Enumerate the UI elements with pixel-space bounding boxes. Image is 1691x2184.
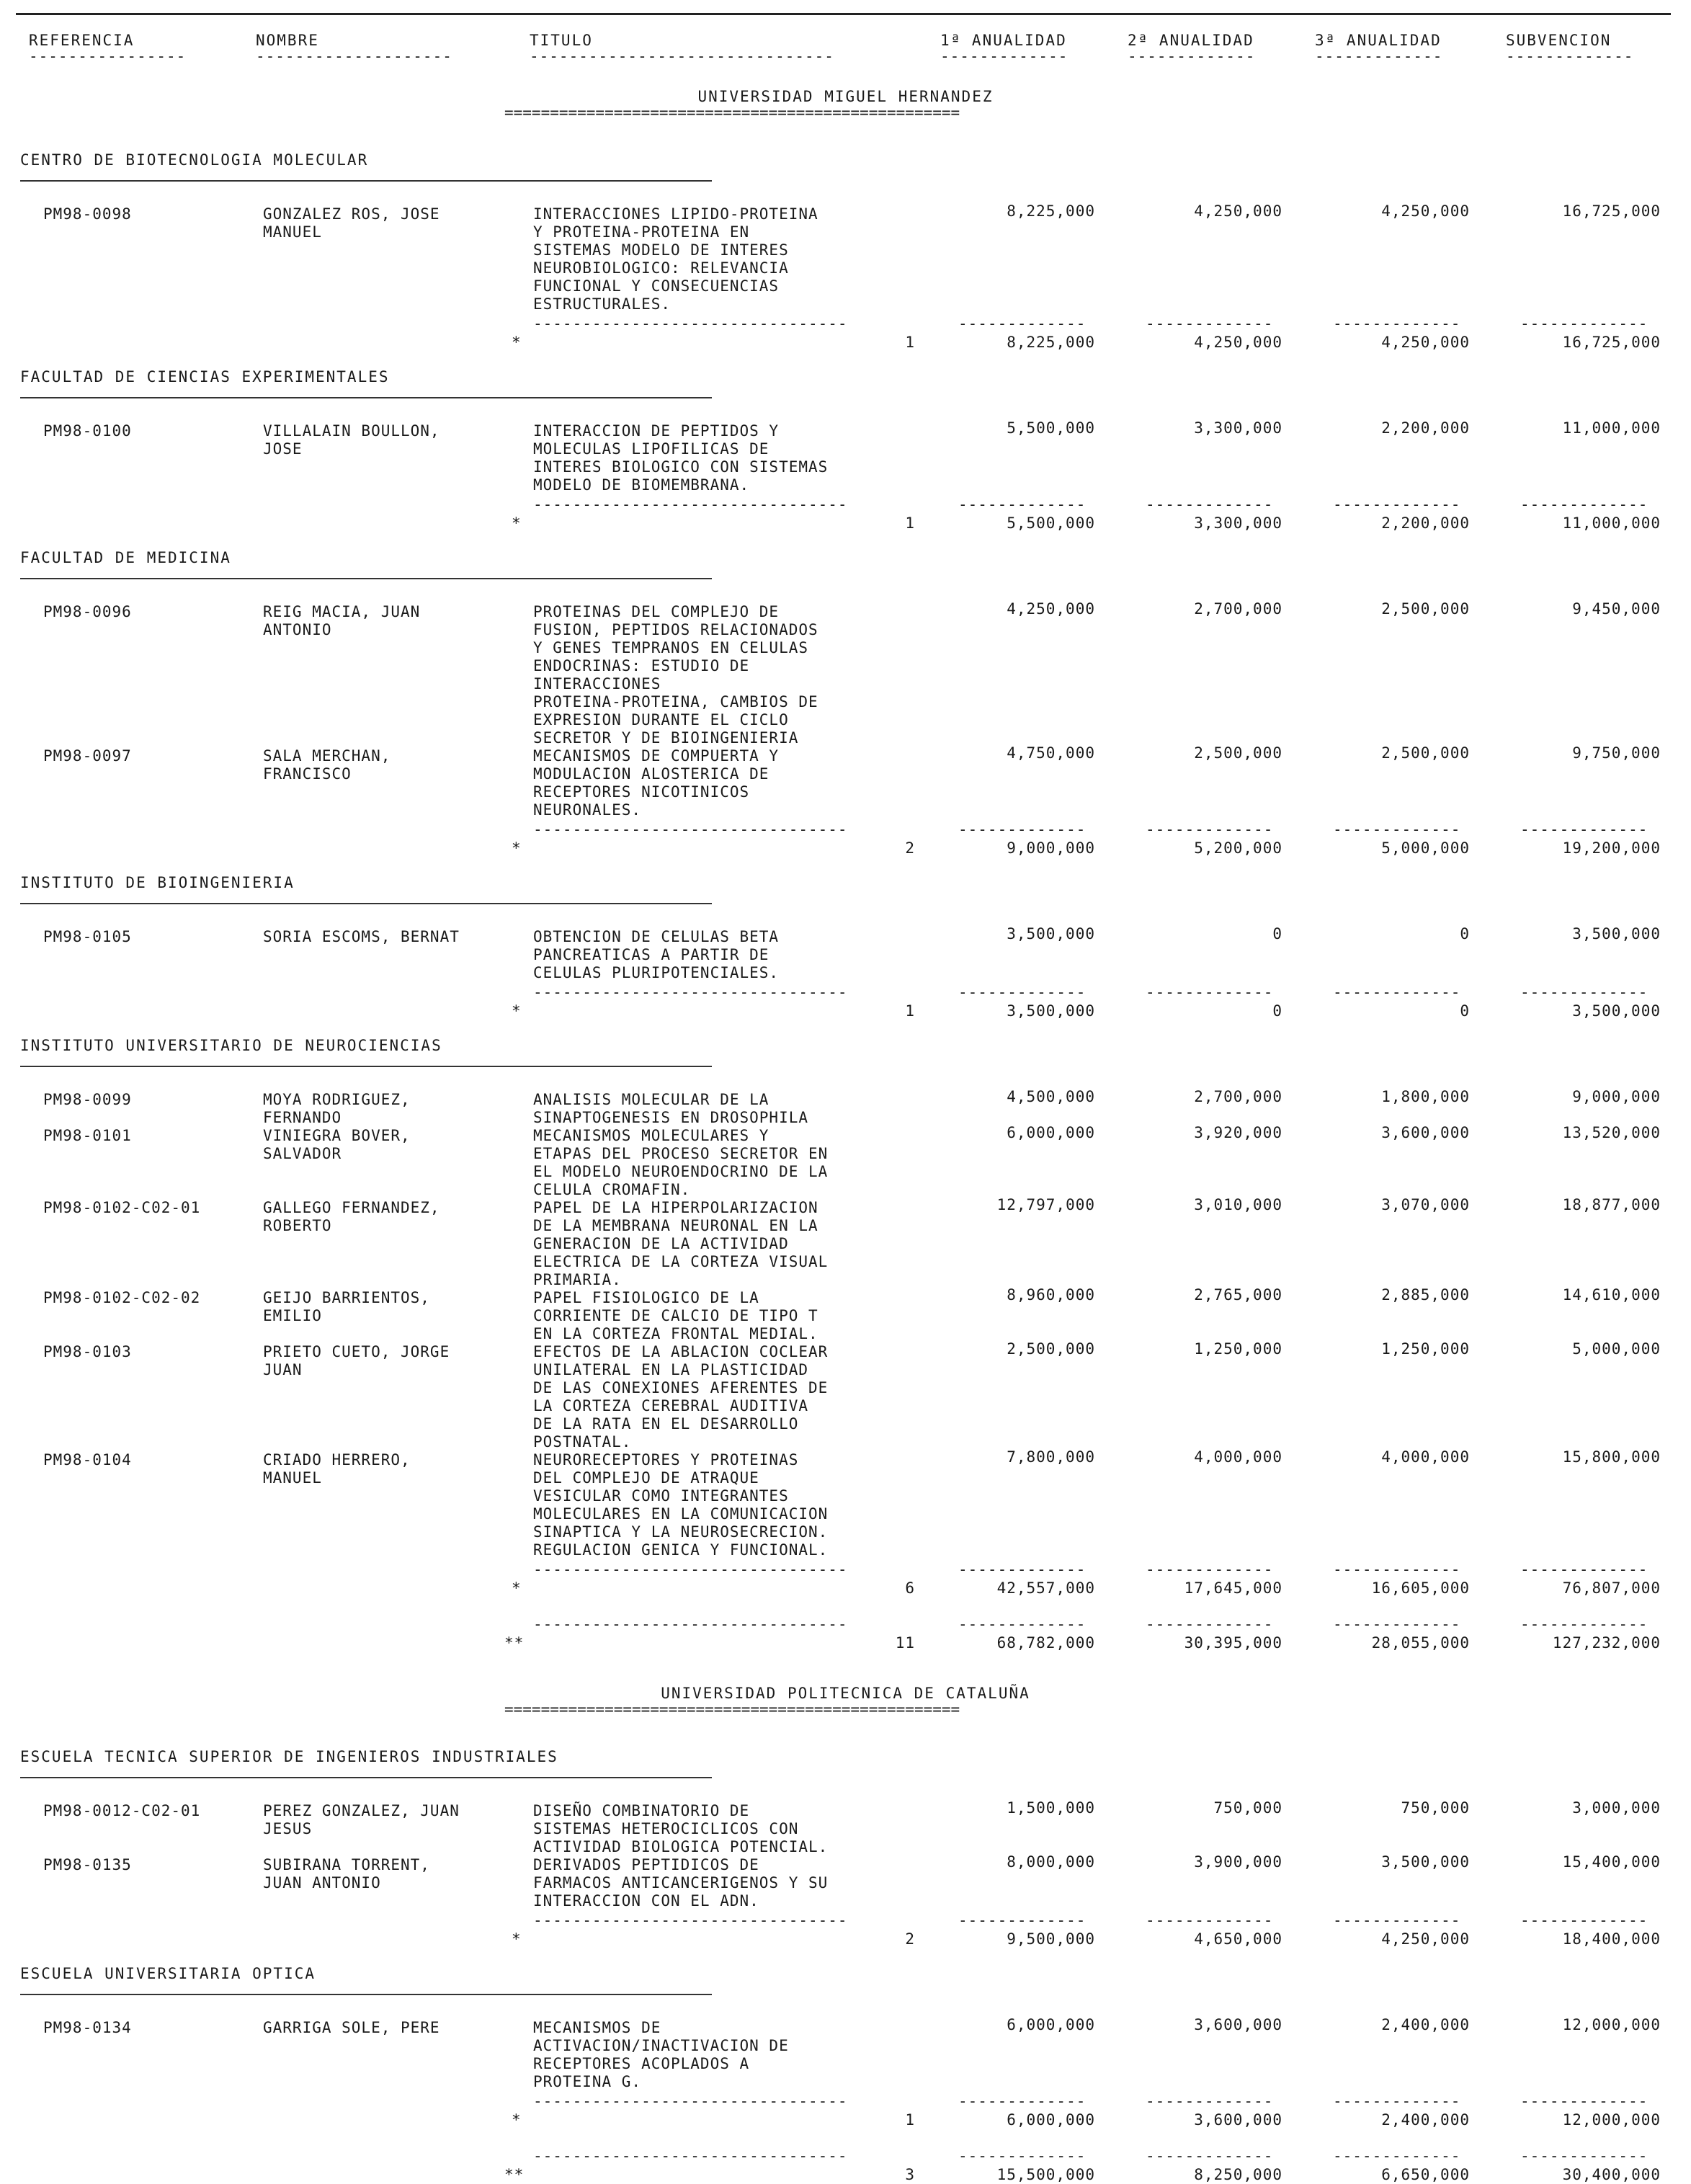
center-total-a3: 16,605,000: [1371, 1579, 1470, 1597]
grant-titulo: MECANISMOS MOLECULARES Y ETAPAS DEL PROCESO SECRETOR EN EL MODELO NEUROENDOCRINO DE LA CELULA CROMAFIN.: [533, 1127, 829, 1198]
grant-anualidad3: 2,200,000: [1381, 419, 1470, 437]
center-name: FACULTAD DE CIENCIAS EXPERIMENTALES: [20, 368, 390, 385]
grant-titulo: INTERACCION DE PEPTIDOS Y MOLECULAS LIPOFILICAS DE INTERES BIOLOGICO CON SISTEMAS MODELO DE BIOMEMBRANA.: [533, 422, 829, 494]
grant-ref: PM98-0097: [43, 747, 132, 765]
center-underline: [20, 903, 712, 904]
total-dash-a3: -------------: [1333, 2147, 1461, 2165]
total-dash-sub: -------------: [1520, 821, 1648, 838]
grant-subvencion: 3,500,000: [1572, 925, 1661, 942]
center-total-count: 1: [905, 2111, 915, 2129]
header-dash-ref: ----------------: [29, 48, 187, 65]
center-total-count: 2: [905, 1930, 915, 1948]
total-dash-a3: -------------: [1333, 984, 1461, 1001]
center-total-mark: *: [512, 334, 522, 351]
grant-subvencion: 9,000,000: [1572, 1088, 1661, 1105]
total-dash-sub: -------------: [1520, 1912, 1648, 1929]
grant-anualidad1: 8,000,000: [1007, 1853, 1095, 1871]
grant-nombre: PEREZ GONZALEZ, JUAN JESUS: [263, 1802, 460, 1837]
total-dash-title: --------------------------------: [533, 1561, 848, 1578]
center-total-a1: 9,000,000: [1007, 839, 1095, 857]
center-total-a1: 42,557,000: [996, 1579, 1095, 1597]
total-dash-title: --------------------------------: [533, 315, 848, 332]
grant-anualidad2: 2,700,000: [1194, 1088, 1282, 1105]
grant-subvencion: 16,725,000: [1562, 202, 1661, 220]
center-name: ESCUELA UNIVERSITARIA OPTICA: [20, 1965, 316, 1982]
grant-anualidad1: 8,960,000: [1007, 1286, 1095, 1303]
center-total-count: 1: [905, 1002, 915, 1020]
total-dash-a3: -------------: [1333, 821, 1461, 838]
center-underline: [20, 397, 712, 398]
grant-titulo: NEURORECEPTORES Y PROTEINAS DEL COMPLEJO DE ATRAQUE VESICULAR COMO INTEGRANTES MOLECULARES EN LA COMUNICACION SINAPTICA Y LA NEUROSECRECION. REGULACION GENICA Y FUNCIONAL.: [533, 1451, 829, 1559]
grant-anualidad2: 3,900,000: [1194, 1853, 1282, 1871]
grant-titulo: ANALISIS MOLECULAR DE LA SINAPTOGENESIS EN DROSOPHILA: [533, 1091, 809, 1126]
col-header-subvencion: SUBVENCION: [1506, 32, 1612, 49]
grant-titulo: PROTEINAS DEL COMPLEJO DE FUSION, PEPTIDOS RELACIONADOS Y GENES TEMPRANOS EN CELULAS ENDOCRINAS: ESTUDIO DE INTERACCIONES PROTEINA-PROTEINA, CAMBIOS DE EXPRESION DURANTE EL CICLO SECRETOR Y DE BIOINGENIERIA: [533, 603, 818, 746]
grant-anualidad3: 3,070,000: [1381, 1196, 1470, 1213]
total-dash-sub: -------------: [1520, 315, 1648, 332]
total-dash-a3: -------------: [1333, 1615, 1461, 1633]
header-dash-a2: -------------: [1128, 48, 1256, 65]
center-total-a3: 5,000,000: [1381, 839, 1470, 857]
grant-anualidad3: 2,400,000: [1381, 2016, 1470, 2033]
total-dash-sub: -------------: [1520, 2147, 1648, 2165]
center-total-a3: 2,200,000: [1381, 514, 1470, 532]
grant-ref: PM98-0102-C02-02: [43, 1289, 201, 1306]
grant-ref: PM98-0012-C02-01: [43, 1802, 201, 1819]
grant-anualidad1: 4,500,000: [1007, 1088, 1095, 1105]
center-total-mark: *: [512, 514, 522, 532]
grant-nombre: SUBIRANA TORRENT, JUAN ANTONIO: [263, 1856, 430, 1891]
center-total-a1: 3,500,000: [1007, 1002, 1095, 1020]
total-dash-a1: -------------: [958, 821, 1087, 838]
total-dash-a2: -------------: [1146, 2147, 1274, 2165]
grant-nombre: SALA MERCHAN, FRANCISCO: [263, 747, 391, 783]
grant-subvencion: 11,000,000: [1562, 419, 1661, 437]
total-dash-sub: -------------: [1520, 2092, 1648, 2110]
total-dash-title: --------------------------------: [533, 2092, 848, 2110]
center-total-mark: *: [512, 1930, 522, 1948]
header-dash-a1: -------------: [940, 48, 1068, 65]
university-underline: ==================================================: [504, 104, 960, 121]
total-dash-a3: -------------: [1333, 1912, 1461, 1929]
col-header-titulo: TITULO: [530, 32, 593, 49]
total-dash-a1: -------------: [958, 496, 1087, 513]
grant-anualidad1: 12,797,000: [996, 1196, 1095, 1213]
center-total-sub: 76,807,000: [1562, 1579, 1661, 1597]
grant-subvencion: 18,877,000: [1562, 1196, 1661, 1213]
total-dash-a2: -------------: [1146, 496, 1274, 513]
grant-subvencion: 15,800,000: [1562, 1448, 1661, 1466]
center-total-count: 1: [905, 334, 915, 351]
grant-ref: PM98-0100: [43, 422, 132, 440]
grant-nombre: PRIETO CUETO, JORGE JUAN: [263, 1343, 450, 1378]
center-name: ESCUELA TECNICA SUPERIOR DE INGENIEROS INDUSTRIALES: [20, 1748, 558, 1765]
center-total-a3: 0: [1460, 1002, 1470, 1020]
total-dash-a2: -------------: [1146, 821, 1274, 838]
center-underline: [20, 1994, 712, 1995]
grant-anualidad2: 3,920,000: [1194, 1124, 1282, 1141]
grant-anualidad1: 7,800,000: [1007, 1448, 1095, 1466]
center-name: FACULTAD DE MEDICINA: [20, 549, 231, 566]
total-dash-a3: -------------: [1333, 496, 1461, 513]
center-total-a1: 9,500,000: [1007, 1930, 1095, 1948]
center-total-a2: 0: [1272, 1002, 1282, 1020]
header-dash-a3: -------------: [1315, 48, 1443, 65]
top-rule: [16, 13, 1671, 15]
grant-anualidad2: 2,700,000: [1194, 600, 1282, 618]
total-dash-title: --------------------------------: [533, 2147, 848, 2165]
center-underline: [20, 1066, 712, 1067]
university-total-mark: **: [504, 1634, 525, 1652]
grant-subvencion: 5,000,000: [1572, 1340, 1661, 1358]
center-total-a3: 4,250,000: [1381, 1930, 1470, 1948]
university-total-count: 3: [905, 2166, 915, 2183]
total-dash-a3: -------------: [1333, 2092, 1461, 2110]
grant-subvencion: 13,520,000: [1562, 1124, 1661, 1141]
grant-anualidad3: 2,885,000: [1381, 1286, 1470, 1303]
grant-anualidad3: 4,250,000: [1381, 202, 1470, 220]
total-dash-sub: -------------: [1520, 1561, 1648, 1578]
center-name: INSTITUTO UNIVERSITARIO DE NEUROCIENCIAS: [20, 1037, 442, 1054]
grant-subvencion: 12,000,000: [1562, 2016, 1661, 2033]
total-dash-a3: -------------: [1333, 315, 1461, 332]
center-total-count: 1: [905, 514, 915, 532]
center-total-count: 2: [905, 839, 915, 857]
grant-titulo: PAPEL DE LA HIPERPOLARIZACION DE LA MEMBRANA NEURONAL EN LA GENERACION DE LA ACTIVIDAD ELECTRICA DE LA CORTEZA VISUAL PRIMARIA.: [533, 1199, 829, 1288]
grant-anualidad2: 3,010,000: [1194, 1196, 1282, 1213]
grant-ref: PM98-0135: [43, 1856, 132, 1873]
center-total-a2: 4,250,000: [1194, 334, 1282, 351]
grant-subvencion: 14,610,000: [1562, 1286, 1661, 1303]
grant-subvencion: 15,400,000: [1562, 1853, 1661, 1871]
col-header-referencia: REFERENCIA: [29, 32, 135, 49]
center-total-a2: 3,300,000: [1194, 514, 1282, 532]
col-header-anualidad2: 2ª ANUALIDAD: [1128, 32, 1254, 49]
grant-anualidad2: 3,600,000: [1194, 2016, 1282, 2033]
center-name: INSTITUTO DE BIOINGENIERIA: [20, 874, 295, 891]
center-total-a3: 4,250,000: [1381, 334, 1470, 351]
grant-anualidad1: 6,000,000: [1007, 2016, 1095, 2033]
grant-nombre: MOYA RODRIGUEZ, FERNANDO: [263, 1091, 411, 1126]
total-dash-a3: -------------: [1333, 1561, 1461, 1578]
university-total-a1: 15,500,000: [996, 2166, 1095, 2183]
center-total-a1: 5,500,000: [1007, 514, 1095, 532]
grant-titulo: EFECTOS DE LA ABLACION COCLEAR UNILATERAL EN LA PLASTICIDAD DE LAS CONEXIONES AFERENTES DE LA CORTEZA CEREBRAL AUDITIVA DE LA RATA EN EL DESARROLLO POSTNATAL.: [533, 1343, 829, 1450]
grant-nombre: SORIA ESCOMS, BERNAT: [263, 928, 460, 945]
center-total-a1: 8,225,000: [1007, 334, 1095, 351]
total-dash-title: --------------------------------: [533, 984, 848, 1001]
center-underline: [20, 1777, 712, 1778]
center-total-a2: 4,650,000: [1194, 1930, 1282, 1948]
grant-nombre: VINIEGRA BOVER, SALVADOR: [263, 1127, 411, 1162]
university-name: UNIVERSIDAD MIGUEL HERNANDEZ: [697, 88, 994, 105]
university-name: UNIVERSIDAD POLITECNICA DE CATALUÑA: [661, 1685, 1030, 1702]
grant-anualidad2: 4,250,000: [1194, 202, 1282, 220]
total-dash-a1: -------------: [958, 2092, 1087, 2110]
grant-ref: PM98-0102-C02-01: [43, 1199, 201, 1216]
total-dash-a1: -------------: [958, 984, 1087, 1001]
grant-anualidad1: 2,500,000: [1007, 1340, 1095, 1358]
grant-anualidad2: 3,300,000: [1194, 419, 1282, 437]
grant-anualidad3: 1,250,000: [1381, 1340, 1470, 1358]
col-header-anualidad1: 1ª ANUALIDAD: [940, 32, 1067, 49]
grant-anualidad1: 1,500,000: [1007, 1799, 1095, 1817]
total-dash-a2: -------------: [1146, 2092, 1274, 2110]
grant-ref: PM98-0105: [43, 928, 132, 945]
total-dash-title: --------------------------------: [533, 1615, 848, 1633]
grant-anualidad2: 2,765,000: [1194, 1286, 1282, 1303]
grant-subvencion: 9,750,000: [1572, 744, 1661, 762]
grant-anualidad2: 2,500,000: [1194, 744, 1282, 762]
university-total-mark: **: [504, 2166, 525, 2183]
grant-anualidad2: 4,000,000: [1194, 1448, 1282, 1466]
total-dash-sub: -------------: [1520, 496, 1648, 513]
grant-subvencion: 3,000,000: [1572, 1799, 1661, 1817]
grant-anualidad1: 5,500,000: [1007, 419, 1095, 437]
total-dash-a1: -------------: [958, 1561, 1087, 1578]
center-total-sub: 12,000,000: [1562, 2111, 1661, 2129]
grant-anualidad1: 4,750,000: [1007, 744, 1095, 762]
university-total-sub: 30,400,000: [1562, 2166, 1661, 2183]
center-total-sub: 11,000,000: [1562, 514, 1661, 532]
grant-anualidad3: 1,800,000: [1381, 1088, 1470, 1105]
university-total-a3: 6,650,000: [1381, 2166, 1470, 2183]
grant-anualidad3: 3,500,000: [1381, 1853, 1470, 1871]
grant-anualidad3: 2,500,000: [1381, 744, 1470, 762]
center-total-mark: *: [512, 839, 522, 857]
total-dash-sub: -------------: [1520, 984, 1648, 1001]
university-total-a3: 28,055,000: [1371, 1634, 1470, 1652]
grant-titulo: MECANISMOS DE COMPUERTA Y MODULACION ALOSTERICA DE RECEPTORES NICOTINICOS NEURONALES.: [533, 747, 780, 819]
grant-anualidad3: 4,000,000: [1381, 1448, 1470, 1466]
grant-titulo: PAPEL FISIOLOGICO DE LA CORRIENTE DE CALCIO DE TIPO T EN LA CORTEZA FRONTAL MEDIAL.: [533, 1289, 818, 1342]
grant-anualidad3: 750,000: [1401, 1799, 1470, 1817]
center-total-sub: 3,500,000: [1572, 1002, 1661, 1020]
grant-nombre: GARRIGA SOLE, PERE: [263, 2019, 440, 2036]
total-dash-sub: -------------: [1520, 1615, 1648, 1633]
total-dash-a2: -------------: [1146, 1912, 1274, 1929]
grant-nombre: GALLEGO FERNANDEZ, ROBERTO: [263, 1199, 440, 1234]
university-underline: ==================================================: [504, 1701, 960, 1718]
grant-ref: PM98-0101: [43, 1127, 132, 1144]
center-total-sub: 19,200,000: [1562, 839, 1661, 857]
grant-nombre: VILLALAIN BOULLON, JOSE: [263, 422, 440, 458]
total-dash-a2: -------------: [1146, 315, 1274, 332]
total-dash-title: --------------------------------: [533, 821, 848, 838]
total-dash-a2: -------------: [1146, 1615, 1274, 1633]
grant-anualidad3: 2,500,000: [1381, 600, 1470, 618]
grant-ref: PM98-0098: [43, 205, 132, 223]
grant-ref: PM98-0096: [43, 603, 132, 620]
grant-ref: PM98-0099: [43, 1091, 132, 1108]
center-total-mark: *: [512, 2111, 522, 2129]
col-header-anualidad3: 3ª ANUALIDAD: [1315, 32, 1442, 49]
grant-titulo: DISEÑO COMBINATORIO DE SISTEMAS HETEROCICLICOS CON ACTIVIDAD BIOLOGICA POTENCIAL.: [533, 1802, 829, 1855]
center-total-sub: 18,400,000: [1562, 1930, 1661, 1948]
grant-ref: PM98-0104: [43, 1451, 132, 1468]
grant-anualidad1: 8,225,000: [1007, 202, 1095, 220]
university-total-a2: 8,250,000: [1194, 2166, 1282, 2183]
total-dash-a1: -------------: [958, 315, 1087, 332]
center-total-a2: 17,645,000: [1184, 1579, 1282, 1597]
grant-titulo: OBTENCION DE CELULAS BETA PANCREATICAS A PARTIR DE CELULAS PLURIPOTENCIALES.: [533, 928, 780, 981]
total-dash-title: --------------------------------: [533, 496, 848, 513]
total-dash-a2: -------------: [1146, 984, 1274, 1001]
center-total-a1: 6,000,000: [1007, 2111, 1095, 2129]
total-dash-a1: -------------: [958, 1912, 1087, 1929]
university-total-count: 11: [895, 1634, 915, 1652]
center-total-mark: *: [512, 1002, 522, 1020]
center-underline: [20, 578, 712, 579]
university-total-a2: 30,395,000: [1184, 1634, 1282, 1652]
grant-nombre: GONZALEZ ROS, JOSE MANUEL: [263, 205, 440, 241]
grant-anualidad1: 4,250,000: [1007, 600, 1095, 618]
grant-anualidad2: 750,000: [1213, 1799, 1282, 1817]
header-dash-title: -------------------------------: [530, 48, 834, 65]
header-dash-sub: -------------: [1506, 48, 1634, 65]
grant-anualidad1: 3,500,000: [1007, 925, 1095, 942]
grant-nombre: REIG MACIA, JUAN ANTONIO: [263, 603, 421, 638]
grant-ref: PM98-0134: [43, 2019, 132, 2036]
center-name: CENTRO DE BIOTECNOLOGIA MOLECULAR: [20, 151, 369, 169]
grant-anualidad3: 3,600,000: [1381, 1124, 1470, 1141]
total-dash-a1: -------------: [958, 2147, 1087, 2165]
center-total-a2: 5,200,000: [1194, 839, 1282, 857]
grant-ref: PM98-0103: [43, 1343, 132, 1360]
grant-anualidad3: 0: [1460, 925, 1470, 942]
grant-titulo: DERIVADOS PEPTIDICOS DE FARMACOS ANTICANCERIGENOS Y SU INTERACCION CON EL ADN.: [533, 1856, 829, 1909]
total-dash-a2: -------------: [1146, 1561, 1274, 1578]
center-total-mark: *: [512, 1579, 522, 1597]
total-dash-a1: -------------: [958, 1615, 1087, 1633]
header-dash-name: --------------------: [256, 48, 452, 65]
center-total-sub: 16,725,000: [1562, 334, 1661, 351]
grant-titulo: INTERACCIONES LIPIDO-PROTEINA Y PROTEINA-PROTEINA EN SISTEMAS MODELO DE INTERES NEUROBIOLOGICO: RELEVANCIA FUNCIONAL Y CONSECUENCIAS ESTRUCTURALES.: [533, 205, 818, 313]
center-total-count: 6: [905, 1579, 915, 1597]
grant-anualidad2: 1,250,000: [1194, 1340, 1282, 1358]
grant-titulo: MECANISMOS DE ACTIVACION/INACTIVACION DE RECEPTORES ACOPLADOS A PROTEINA G.: [533, 2019, 789, 2090]
grant-nombre: CRIADO HERRERO, MANUEL: [263, 1451, 411, 1487]
grant-anualidad2: 0: [1272, 925, 1282, 942]
grant-anualidad1: 6,000,000: [1007, 1124, 1095, 1141]
col-header-nombre: NOMBRE: [256, 32, 319, 49]
university-total-sub: 127,232,000: [1552, 1634, 1661, 1652]
center-total-a2: 3,600,000: [1194, 2111, 1282, 2129]
center-underline: [20, 180, 712, 182]
grant-subvencion: 9,450,000: [1572, 600, 1661, 618]
center-total-a3: 2,400,000: [1381, 2111, 1470, 2129]
total-dash-title: --------------------------------: [533, 1912, 848, 1929]
university-total-a1: 68,782,000: [996, 1634, 1095, 1652]
grant-nombre: GEIJO BARRIENTOS, EMILIO: [263, 1289, 430, 1324]
